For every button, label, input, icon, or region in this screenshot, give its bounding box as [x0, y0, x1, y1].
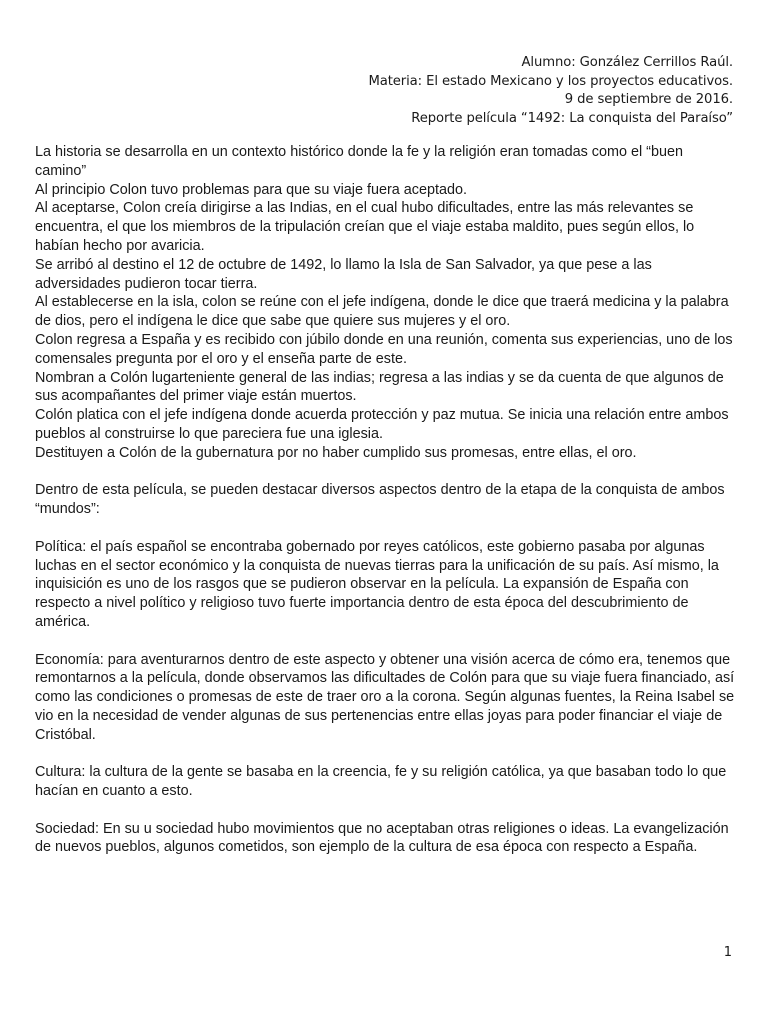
- paragraph-spacer: [35, 632, 735, 651]
- report-title-line: Reporte película “1492: La conquista del Paraíso”: [411, 110, 733, 126]
- narrative-paragraph: Nombran a Colón lugarteniente general de las indias; regresa a las indias y se da cuenta de que algunos de sus acompañantes del primer viaje están muertos.: [35, 369, 724, 405]
- paragraph-spacer: [35, 519, 735, 538]
- narrative-paragraph: Destituyen a Colón de la gubernatura por no haber cumplido sus promesas, entre ellas, el oro.: [35, 444, 637, 461]
- intro-paragraph: Dentro de esta película, se pueden destacar diversos aspectos dentro de la etapa de la conquista de ambos “mundos”:: [35, 482, 725, 518]
- paragraph-spacer: [35, 463, 735, 482]
- paragraph-spacer: [35, 745, 735, 764]
- economia-paragraph: Economía: para aventurarnos dentro de este aspecto y obtener una visión acerca de cómo era, tenemos que remontarnos a la película, donde observamos las dificultades de Colón para que su viaje fuera financiado, así como las condiciones o promesas de este de traer oro a la corona. Según algunas fuentes, la Reina Isabel se vio en la necesidad de vender algunas de sus pertenencias entre ellas joyas para poder financiar el viaje de Cristóbal.: [35, 651, 735, 743]
- narrative-paragraph: Al establecerse en la isla, colon se reúne con el jefe indígena, donde le dice que traerá medicina y la palabra de dios, pero el indígena le dice que sabe que quiere sus mujeres y el oro.: [35, 294, 729, 330]
- paragraph-spacer: [35, 801, 735, 820]
- student-line: Alumno: González Cerrillos Raúl.: [521, 55, 733, 70]
- sociedad-paragraph: Sociedad: En su u sociedad hubo movimientos que no aceptaban otras religiones o ideas. La evangelización de nuevos pueblos, algunos cometidos, son ejemplo de la cultura de esa época con respecto a España.: [35, 820, 729, 856]
- politica-paragraph: Política: el país español se encontraba gobernado por reyes católicos, este gobierno pasaba por algunas luchas en el sector económico y la conquista de nuevas tierras para la unificación de su país. Así mismo, la inquisición es uno de los rasgos que se pudieron observar en la película. La expansión de España con respecto a nivel político y religioso tuvo fuerte importancia dentro de esta época del descubrimiento de américa.: [35, 538, 719, 630]
- narrative-paragraph: Se arribó al destino el 12 de octubre de 1492, lo llamo la Isla de San Salvador, ya que pese a las adversidades pudieron tocar tierra.: [35, 256, 652, 292]
- narrative-paragraph: Colon regresa a España y es recibido con júbilo donde en una reunión, comenta sus experiencias, uno de los comensales pregunta por el oro y el enseña parte de este.: [35, 331, 733, 367]
- narrative-paragraph: Al aceptarse, Colon creía dirigirse a las Indias, en el cual hubo dificultades, entre las más relevantes se encuentra, el que los miembros de la tripulación creían que el viaje estaba maldito, pues según ellos, lo habían hecho por avaricia.: [35, 200, 695, 254]
- page-number: 1: [723, 945, 732, 960]
- narrative-paragraph: La historia se desarrolla en un contexto histórico donde la fe y la religión eran tomadas como el “buen camino”: [35, 144, 683, 179]
- cultura-paragraph: Cultura: la cultura de la gente se basaba en la creencia, fe y su religión católica, ya que basaban todo lo que hacían en cuanto a esto.: [35, 764, 727, 800]
- document-body: [35, 143, 735, 857]
- narrative-paragraph: Al principio Colon tuvo problemas para que su viaje fuera aceptado.: [35, 181, 467, 198]
- date-line: 9 de septiembre de 2016.: [564, 92, 733, 107]
- narrative-paragraph: Colón platica con el jefe indígena donde acuerda protección y paz mutua. Se inicia una relación entre ambos pueblos al construirse lo que pareciera fue una iglesia.: [35, 407, 729, 442]
- subject-line: Materia: El estado Mexicano y los proyectos educativos.: [368, 73, 733, 89]
- document-header: [173, 54, 733, 128]
